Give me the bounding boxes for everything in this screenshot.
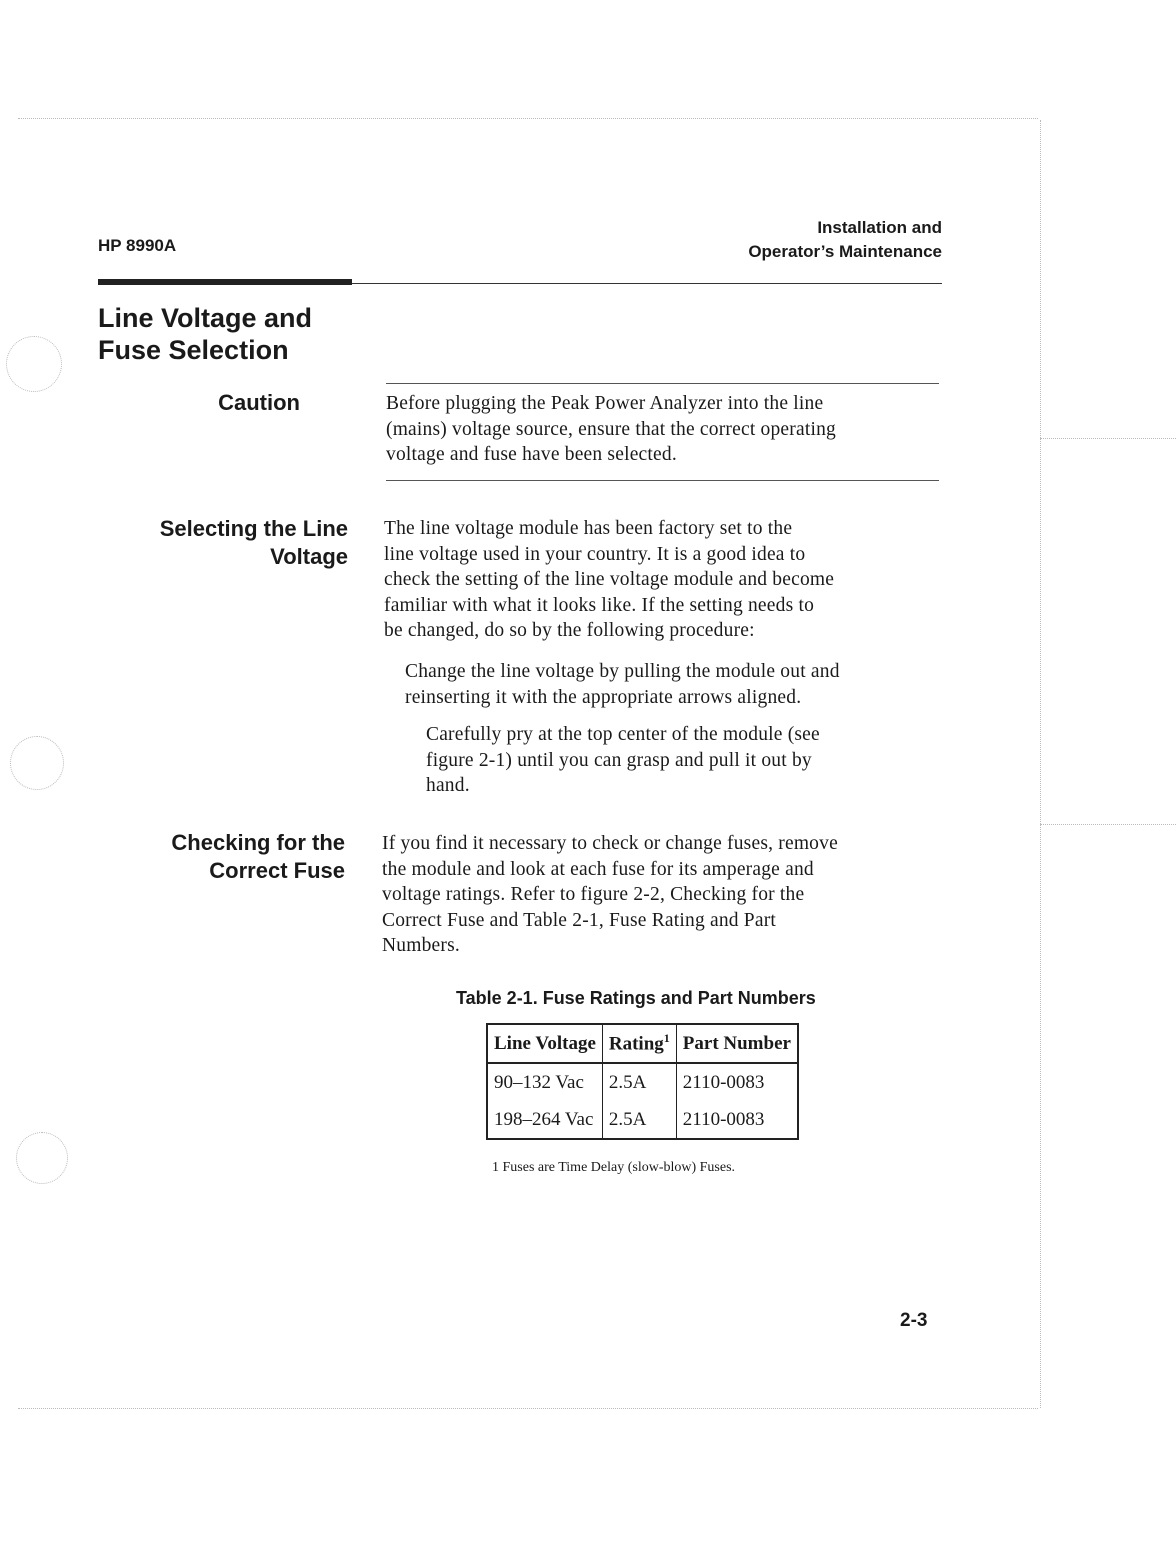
procedure-step [405,659,840,710]
cell-rating: 2.5A [602,1101,676,1139]
text-line: Before plugging the Peak Power Analyzer into the line [386,393,824,414]
text-line: familiar with what it looks like. If the setting needs to [384,594,815,616]
text-line: voltage ratings. Refer to figure 2-2, Checking for the [382,884,805,905]
cell-line-voltage: 198–264 Vac [487,1101,602,1139]
chapter-title-line2: Operator’s Maintenance [748,242,942,261]
table-header-row [487,1024,798,1063]
cell-rating: 2.5A [602,1063,676,1101]
text-line: the module and look at each fuse for its amperage and [382,858,814,880]
scan-edge-top [18,118,1038,119]
header-rule-thick [98,279,352,285]
table-title: Table 2-1. Fuse Ratings and Part Numbers [456,988,816,1008]
text-line: line voltage used in your country. It is a good idea to [384,543,806,565]
caution-text [386,391,836,468]
caution-heading: Caution [218,390,300,415]
chapter-title [748,216,942,264]
text-line: The line voltage module has been factory set to the [384,518,793,539]
text-line: be changed, do so by the following procedure: [384,620,755,641]
chapter-title-line1: Installation and [817,218,942,237]
footnote-marker: 1 [663,1031,670,1046]
header-rule-thin [352,283,942,284]
scan-edge-right [1040,120,1041,1408]
selecting-heading-line2: Voltage [270,544,348,569]
section-title-line2: Fuse Selection [98,335,289,365]
checking-heading-line1: Checking for the [171,830,345,855]
cell-part-number: 2110-0083 [676,1063,798,1101]
section-title-line1: Line Voltage and [98,303,313,333]
selecting-text [384,516,834,644]
binder-hole-3 [16,1132,68,1184]
header-rating-label: Rating [608,1033,664,1055]
text-line: Correct Fuse and Table 2-1, Fuse Rating and Part [382,909,777,931]
checking-heading [85,829,345,885]
section-title [98,302,312,366]
text-line: reinserting it with the appropriate arrows aligned. [405,686,802,708]
page-number: 2-3 [900,1310,928,1331]
selecting-heading-line1: Selecting the Line [159,516,348,541]
scan-edge-bottom [18,1408,1038,1409]
text-line: figure 2-1) until you can grasp and pull it out by [426,749,812,771]
checking-text [382,831,838,959]
table-row [487,1101,798,1139]
text-line: voltage and fuse have been selected. [386,444,677,465]
manual-model: HP 8990A [98,236,177,255]
scan-edge-right-tab-1 [1040,438,1176,439]
text-line: check the setting of the line voltage module and become [384,569,835,590]
procedure-substep [426,722,820,799]
header-part-number: Part Number [676,1024,798,1063]
text-line: Numbers. [382,935,460,956]
caution-rule-bottom [386,480,939,481]
text-line: (mains) voltage source, ensure that the correct operating [386,418,836,440]
caution-rule-top [386,383,939,384]
selecting-heading [88,515,348,571]
table-row [487,1063,798,1101]
table-footnote: 1 Fuses are Time Delay (slow-blow) Fuses. [492,1160,736,1175]
checking-heading-line2: Correct Fuse [209,858,345,883]
text-line: Change the line voltage by pulling the module out and [405,661,840,682]
text-line: If you find it necessary to check or change fuses, remove [382,833,838,854]
scan-edge-right-tab-2 [1040,824,1176,825]
cell-part-number: 2110-0083 [676,1101,798,1139]
binder-hole-2 [10,736,64,790]
text-line: hand. [426,775,470,796]
cell-line-voltage: 90–132 Vac [487,1063,602,1101]
text-line: Carefully pry at the top center of the module (see [426,724,820,745]
header-line-voltage: Line Voltage [487,1024,602,1063]
binder-hole-1 [6,336,62,392]
header-rating [602,1024,676,1063]
fuse-table [486,1023,799,1140]
